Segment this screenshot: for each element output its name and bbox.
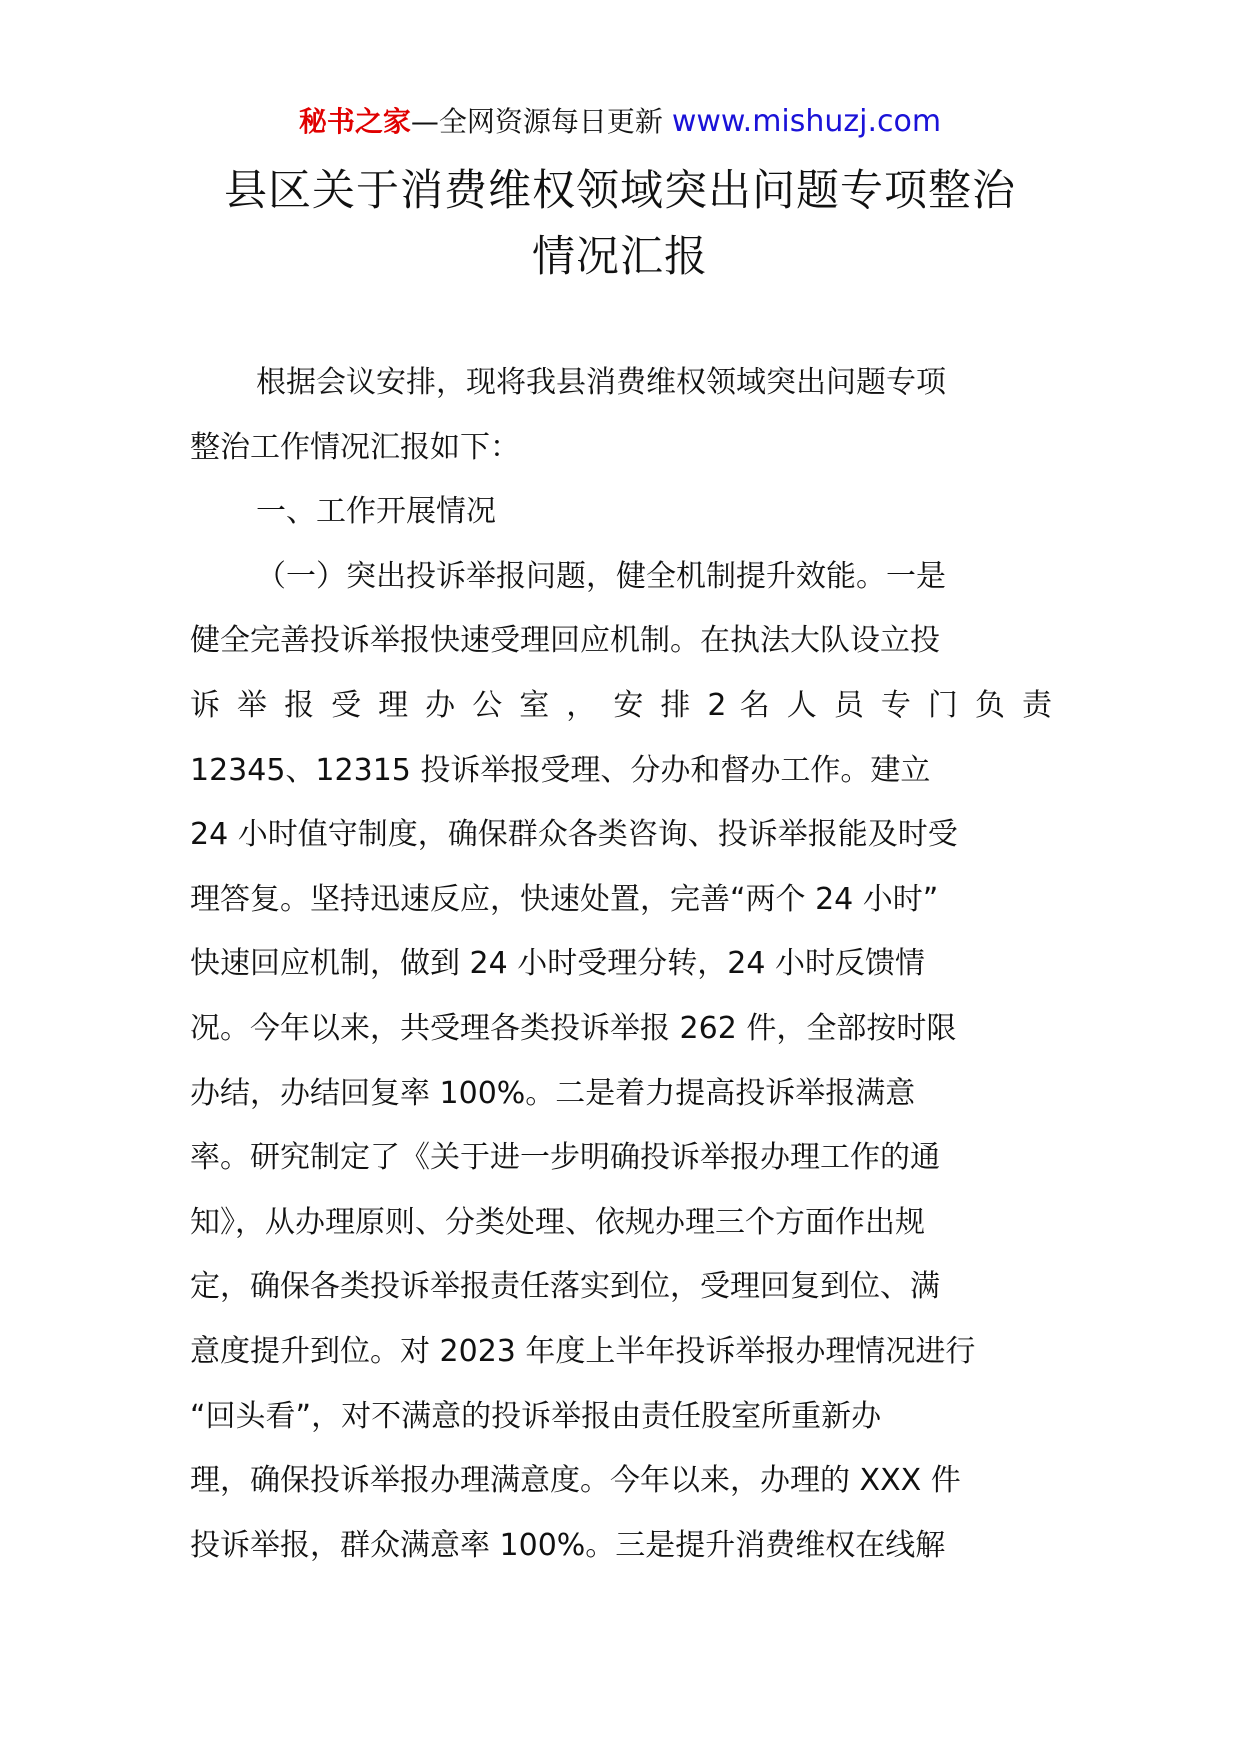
paragraph-line: 办结，办结回复率 100%。二是着力提高投诉举报满意 <box>190 1075 916 1111</box>
paragraph-line: 理，确保投诉举报办理满意度。今年以来，办理的 XXX 件 <box>190 1463 961 1499</box>
site-url-link[interactable]: www.mishuzj.com <box>671 104 942 139</box>
paragraph-line: 率。研究制定了《关于进一步明确投诉举报办理工作的通 <box>190 1140 940 1176</box>
document-body <box>190 351 1052 1578</box>
paragraph-line: 意度提升到位。对 2023 年度上半年投诉举报办理情况进行 <box>190 1333 976 1369</box>
paragraph-line: 12345、12315 投诉举报受理、分办和督办工作。建立 <box>190 752 931 788</box>
brand-name: 秘书之家 <box>298 105 411 138</box>
paragraph-line: 知》，从办理原则、分类处理、依规办理三个方面作出规 <box>190 1204 925 1240</box>
document-title <box>150 158 1090 290</box>
section-heading: 一、工作开展情况 <box>256 494 496 530</box>
paragraph-line: 定，确保各类投诉举报责任落实到位，受理回复到位、满 <box>190 1269 940 1305</box>
paragraph-line: “回头看”，对不满意的投诉举报由责任股室所重新办 <box>190 1398 882 1434</box>
paragraph-line: 况。今年以来，共受理各类投诉举报 262 件，全部按时限 <box>190 1010 957 1046</box>
paragraph-line: 投诉举报，群众满意率 100%。三是提升消费维权在线解 <box>190 1527 946 1563</box>
header-banner <box>0 102 1240 142</box>
paragraph-line: 根据会议安排，现将我县消费维权领域突出问题专项 <box>256 365 946 400</box>
paragraph-line: 诉 举 报 受 理 办 公 室 ， 安 排 2 名 人 员 专 门 负 责 <box>190 687 1052 723</box>
paragraph-line: 24 小时值守制度，确保群众各类咨询、投诉举报能及时受 <box>190 817 958 853</box>
paragraph-line: 整治工作情况汇报如下： <box>190 429 520 465</box>
title-line-2: 情况汇报 <box>532 232 708 282</box>
paragraph-line: 快速回应机制，做到 24 小时受理分转，24 小时反馈情 <box>190 946 925 982</box>
paragraph-line: 健全完善投诉举报快速受理回应机制。在执法大队设立投 <box>190 623 940 659</box>
paragraph-line: 理答复。坚持迅速反应，快速处置，完善“两个 24 小时” <box>190 881 939 917</box>
title-line-1: 县区关于消费维权领域突出问题专项整治 <box>224 166 1016 216</box>
header-tagline: —全网资源每日更新 <box>410 105 663 138</box>
paragraph-line: （一）突出投诉举报问题，健全机制提升效能。一是 <box>256 558 946 594</box>
